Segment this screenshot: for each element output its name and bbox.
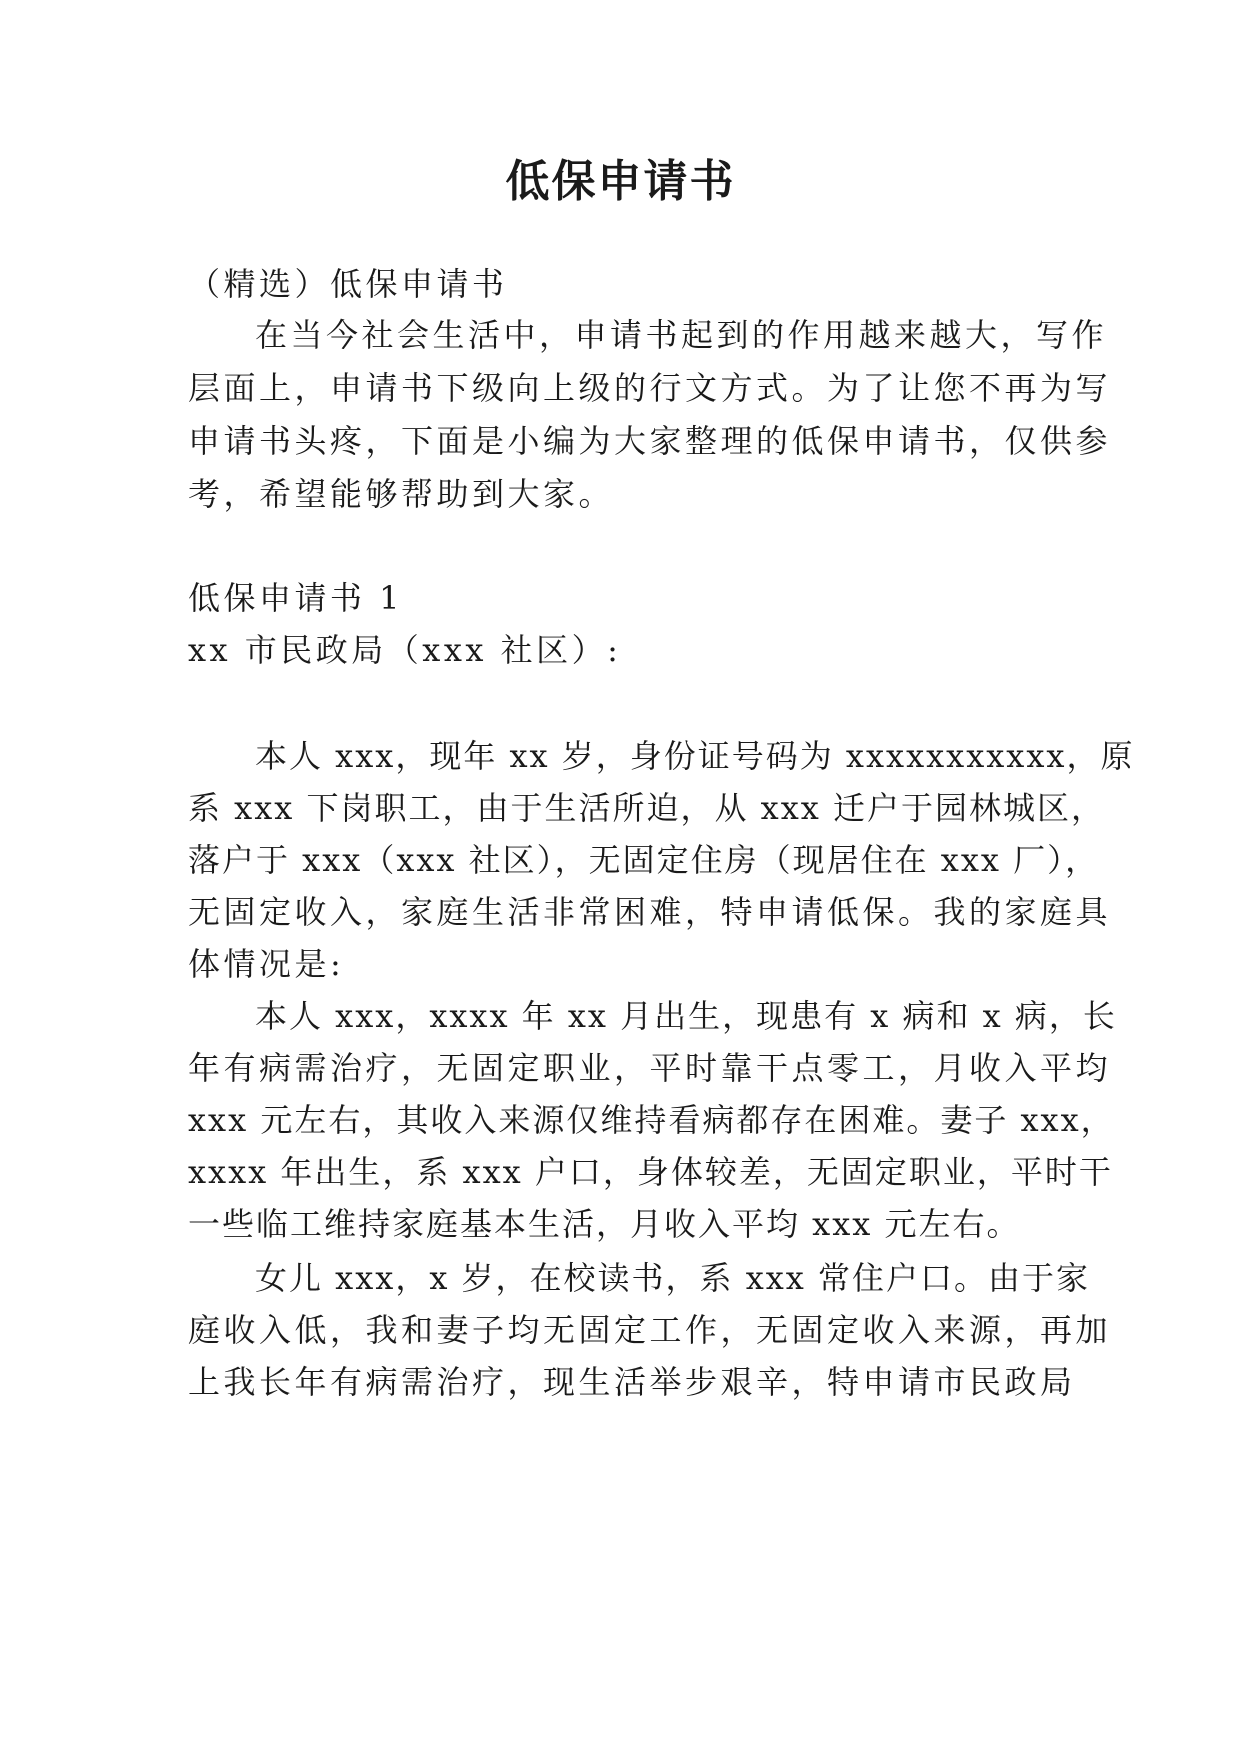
paragraph-line: 落户于 xxx（xxx 社区），无固定住房（现居住在 xxx 厂）， [188,841,1100,879]
paragraph-line: 在当今社会生活中，申请书起到的作用越来越大，写作 [255,316,1108,354]
document-title: 低保申请书 [505,156,736,207]
paragraph-line: 系 xxx 下岗职工，由于生活所迫，从 xxx 迁户于园林城区， [188,789,1105,827]
addressee-line: xx 市民政局（xxx 社区）: [188,631,622,669]
paragraph-line: 上我长年有病需治疗，现生活举步艰辛，特申请市民政局 [188,1363,1076,1401]
paragraph-line: xxx 元左右，其收入来源仅维持看病都存在困难。妻子 xxx， [188,1101,1115,1139]
paragraph-line: 年有病需治疗，无固定职业，平时靠干点零工，月收入平均 [188,1049,1112,1087]
paragraph-line: xxxx 年出生，系 xxx 户口，身体较差，无固定职业，平时干 [188,1153,1113,1191]
paragraph-line: 一些临工维持家庭基本生活，月收入平均 xxx 元左右。 [188,1205,1021,1243]
paragraph-line: 层面上，申请书下级向上级的行文方式。为了让您不再为写 [188,369,1112,407]
paragraph-line: 体情况是: [188,945,345,983]
section-heading: 低保申请书 1 [188,579,404,617]
paragraph-line: 申请书头疼，下面是小编为大家整理的低保申请书，仅供参 [188,422,1112,460]
intro-heading: （精选）低保申请书 [188,265,508,303]
paragraph-line: 考，希望能够帮助到大家。 [188,475,615,513]
paragraph-line: 女儿 xxx，x 岁，在校读书，系 xxx 常住户口。由于家 [255,1259,1091,1297]
paragraph-line: 本人 xxx，现年 xx 岁，身份证号码为 xxxxxxxxxxx，原 [255,737,1135,775]
paragraph-line: 本人 xxx，xxxx 年 xx 月出生，现患有 x 病和 x 病，长 [255,997,1117,1035]
paragraph-line: 庭收入低，我和妻子均无固定工作，无固定收入来源，再加 [188,1311,1112,1349]
paragraph-line: 无固定收入，家庭生活非常困难，特申请低保。我的家庭具 [188,893,1112,931]
